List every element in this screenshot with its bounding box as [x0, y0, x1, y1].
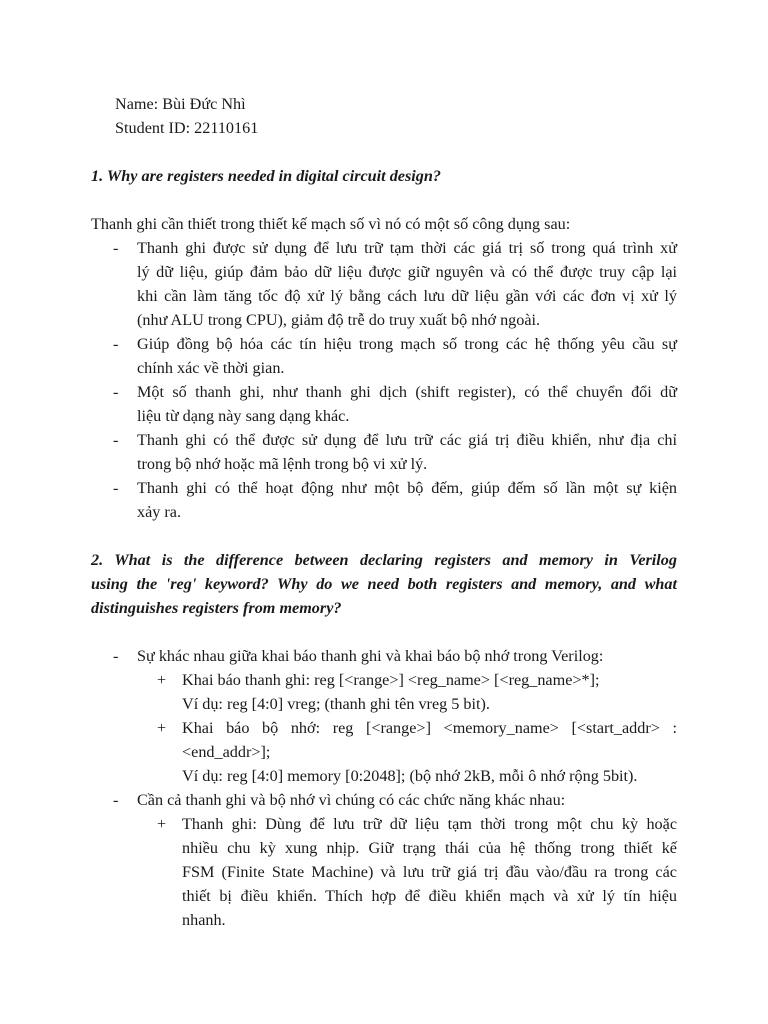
q2-sub-2-line-1: Khai báo bộ nhớ: reg [<range>] <memory_name> [<start_addr> :	[182, 719, 677, 737]
bullet-dash: -	[113, 791, 119, 809]
bullet-dash: -	[113, 383, 119, 401]
bullet-plus: +	[157, 815, 167, 833]
q2-sub-3-line-4: thiết bị điều khiển. Thích hợp để điều khiển mạch và xử lý tín hiệu	[182, 887, 677, 905]
question-1-intro: Thanh ghi cần thiết trong thiết kế mạch số vì nó có một số công dụng sau:	[91, 215, 571, 233]
q2-sub-1-line-1: Khai báo thanh ghi: reg [<range>] <reg_name> [<reg_name>*];	[182, 671, 600, 689]
bullet-plus: +	[157, 719, 167, 737]
q2-sub-1-line-2: Ví dụ: reg [4:0] vreg; (thanh ghi tên vreg 5 bit).	[182, 695, 490, 713]
q1-bullet-2-line-1: Giúp đồng bộ hóa các tín hiệu trong mạch số trong các hệ thống yêu cầu sự	[137, 335, 677, 353]
q1-bullet-1-line-2: lý dữ liệu, giúp đảm bảo dữ liệu được giữ nguyên và có thể được truy cập lại	[137, 263, 677, 281]
student-name: Name: Bùi Đức Nhì	[115, 95, 246, 113]
q1-bullet-5-line-1: Thanh ghi có thể hoạt động như một bộ đếm, giúp đếm số lần một sự kiện	[137, 479, 677, 497]
question-2-heading-line-2: using the 'reg' keyword? Why do we need both registers and memory, and what	[91, 575, 677, 593]
question-2-heading-line-1: 2. What is the difference between declaring registers and memory in Verilog	[91, 551, 677, 569]
q2-sub-3-line-5: nhanh.	[182, 911, 226, 929]
bullet-plus: +	[157, 671, 167, 689]
q2-bullet-1-line-1: Sự khác nhau giữa khai báo thanh ghi và khai báo bộ nhớ trong Verilog:	[137, 647, 604, 665]
q2-sub-2-line-3: Ví dụ: reg [4:0] memory [0:2048]; (bộ nhớ 2kB, mỗi ô nhớ rộng 5bit).	[182, 767, 638, 785]
bullet-dash: -	[113, 239, 119, 257]
q1-bullet-2-line-2: chính xác về thời gian.	[137, 359, 285, 377]
q1-bullet-3-line-1: Một số thanh ghi, như thanh ghi dịch (shift register), có thể chuyển đổi dữ	[137, 383, 677, 401]
q2-sub-3-line-1: Thanh ghi: Dùng để lưu trữ dữ liệu tạm thời trong một chu kỳ hoặc	[182, 815, 677, 833]
q2-sub-2-line-2: <end_addr>];	[182, 743, 271, 761]
bullet-dash: -	[113, 479, 119, 497]
bullet-dash: -	[113, 335, 119, 353]
bullet-dash: -	[113, 431, 119, 449]
question-2-heading-line-3: distinguishes registers from memory?	[91, 599, 342, 617]
q1-bullet-4-line-1: Thanh ghi có thể được sử dụng để lưu trữ các giá trị điều khiển, như địa chỉ	[137, 431, 677, 449]
q1-bullet-4-line-2: trong bộ nhớ hoặc mã lệnh trong bộ vi xử lý.	[137, 455, 428, 473]
q1-bullet-3-line-2: liệu từ dạng này sang dạng khác.	[137, 407, 350, 425]
student-id: Student ID: 22110161	[115, 119, 259, 137]
q1-bullet-1-line-3: khi cần làm tăng tốc độ xử lý bằng cách lưu dữ liệu gần với các đơn vị xử lý	[137, 287, 677, 305]
bullet-dash: -	[113, 647, 119, 665]
q2-sub-3-line-3: FSM (Finite State Machine) và lưu trữ giá trị đầu vào/đầu ra trong các	[182, 863, 677, 881]
question-1-heading: 1. Why are registers needed in digital circuit design?	[91, 167, 441, 185]
q1-bullet-1-line-4: (như ALU trong CPU), giảm độ trễ do truy xuất bộ nhớ ngoài.	[137, 311, 541, 329]
q1-bullet-1-line-1: Thanh ghi được sử dụng để lưu trữ tạm thời các giá trị số trong quá trình xử	[137, 239, 677, 257]
q2-sub-3-line-2: nhiều chu kỳ xung nhịp. Giữ trạng thái của hệ thống trong thiết kế	[182, 839, 677, 857]
q1-bullet-5-line-2: xảy ra.	[137, 503, 182, 521]
q2-bullet-2-line-1: Cần cả thanh ghi và bộ nhớ vì chúng có các chức năng khác nhau:	[137, 791, 566, 809]
